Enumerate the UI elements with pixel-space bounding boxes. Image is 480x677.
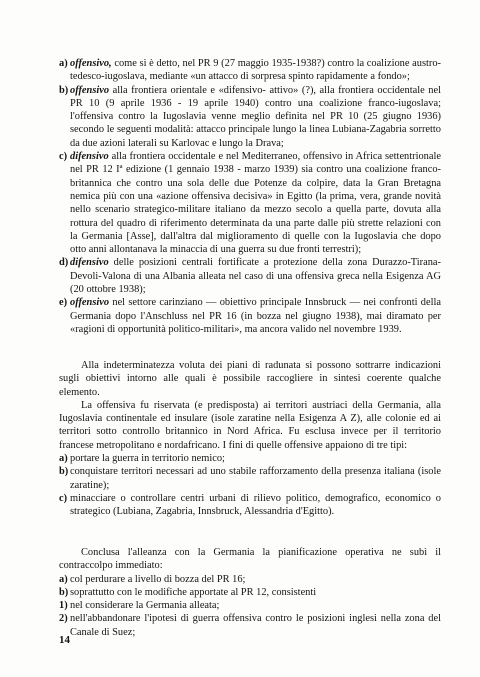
list-item: c) minacciare o controllare centri urbani di rilievo politico, demografico, economico o strategico (Lubiana, Zagabria, Innsbruck, Alessandria d'Egitto).: [59, 492, 441, 518]
list-item: a) portare la guerra in territorio nemico;: [59, 453, 225, 465]
list-item: a) col perdurare a livello di bozza del PR 16;: [59, 573, 246, 585]
paragraph: Alla indeterminatezza voluta dei piani di radunata si possono sottrarre indicazioni sugli obiettivi intorno alle quali è possibile raccogliere in sintesi coerente qualche elemento.: [59, 360, 441, 398]
objectives-section: [59, 359, 441, 519]
paragraph: Conclusa l'alleanza con la Germania la pianificazione operativa ne subì il contraccolpo immediato:: [59, 547, 441, 572]
list-item: d) difensivo delle posizioni centrali fortificate a protezione della zona Durazzo-Tirana-Devoli-Valona di una Albania alleata nel caso di una offensiva greca nella Esigenza AG (20 ottobre 1938);: [59, 257, 441, 296]
list-item: a) offensivo, come si è detto, nel PR 9 (27 maggio 1935-1938?) contro la coalizione austro-tedesco-iugoslava, mediante «un attacco di sorpresa spinto rapidamente a fondo»;: [59, 58, 441, 83]
paragraph: La offensiva fu riservata (e predisposta) ai territori austriaci della Germania, alla Iugoslavia continentale ed insulare (isole zaratine nella Esigenza A Z), alle colonie ed ai territori sotto controllo britannico in Nord Africa. Fu esclusa invece per il territorio francese metropolitano e nordafricano. I fini di quelle offensive appaiono di tre tipi:: [59, 399, 441, 451]
page-number: 14: [59, 634, 70, 646]
list-item: e) offensivo nel settore carinziano — obiettivo principale Innsbruck — nei confronti della Germania dopo l'Anschluss nel PR 16 (in bozza nel giugno 1938), mai diramato per «ragioni di opportunità politico-militari», ma ancora valido nel novembre 1939.: [59, 297, 441, 335]
list-item: b) soprattutto con le modifiche apportate al PR 12, consistenti: [59, 586, 317, 598]
alliance-section: [59, 546, 441, 639]
list-item: c) difensivo alla frontiera occidentale e nel Mediterraneo, offensivo in Africa settentrionale nel PR 12 Iª edizione (1 gennaio 1938 - marzo 1939) sia contro una coalizione franco-britannica che contro una sola delle due Potenze da colpire, data la Gran Bretagna nemica più con una «azione offensiva decisiva» in Egitto (la prima, vera, grande novità nello scenario strategico-militare italiano da mezzo secolo a quella parte, dovuta alla rottura del quadro di riferimento determinata da una parte dalle più strette relazioni con la Germania [Asse], dall'altra dal miglioramento di quelle con la Iugoslavia che dopo otto anni allontanava la minaccia di una guerra su due fronti terrestri);: [59, 151, 441, 256]
list-item: b) conquistare territori necessari ad uno stabile rafforzamento della presenza italiana (isole zaratine);: [59, 466, 441, 491]
list-item: b) offensivo alla frontiera orientale e «difensivo- attivo» (?), alla frontiera occidentale nel PR 10 (9 aprile 1936 - 19 aprile 1940) contro una coalizione franco-iugoslava; l'offensiva contro la Iugoslavia venne meglio definita nel PR 10 (25 giugno 1936) secondo le seguenti modalità: attacco principale lungo la linea Lubiana-Zagabria sorretto da due azioni laterali su Karlovac e lungo la Drava;: [59, 84, 441, 149]
war-plan-list: [59, 57, 441, 336]
list-item: 2) nell'abbandonare l'ipotesi di guerra offensiva contro le posizioni inglesi nella zona del Canale di Suez;: [59, 613, 441, 638]
list-item: 1) nel considerare la Germania alleata;: [59, 600, 220, 612]
